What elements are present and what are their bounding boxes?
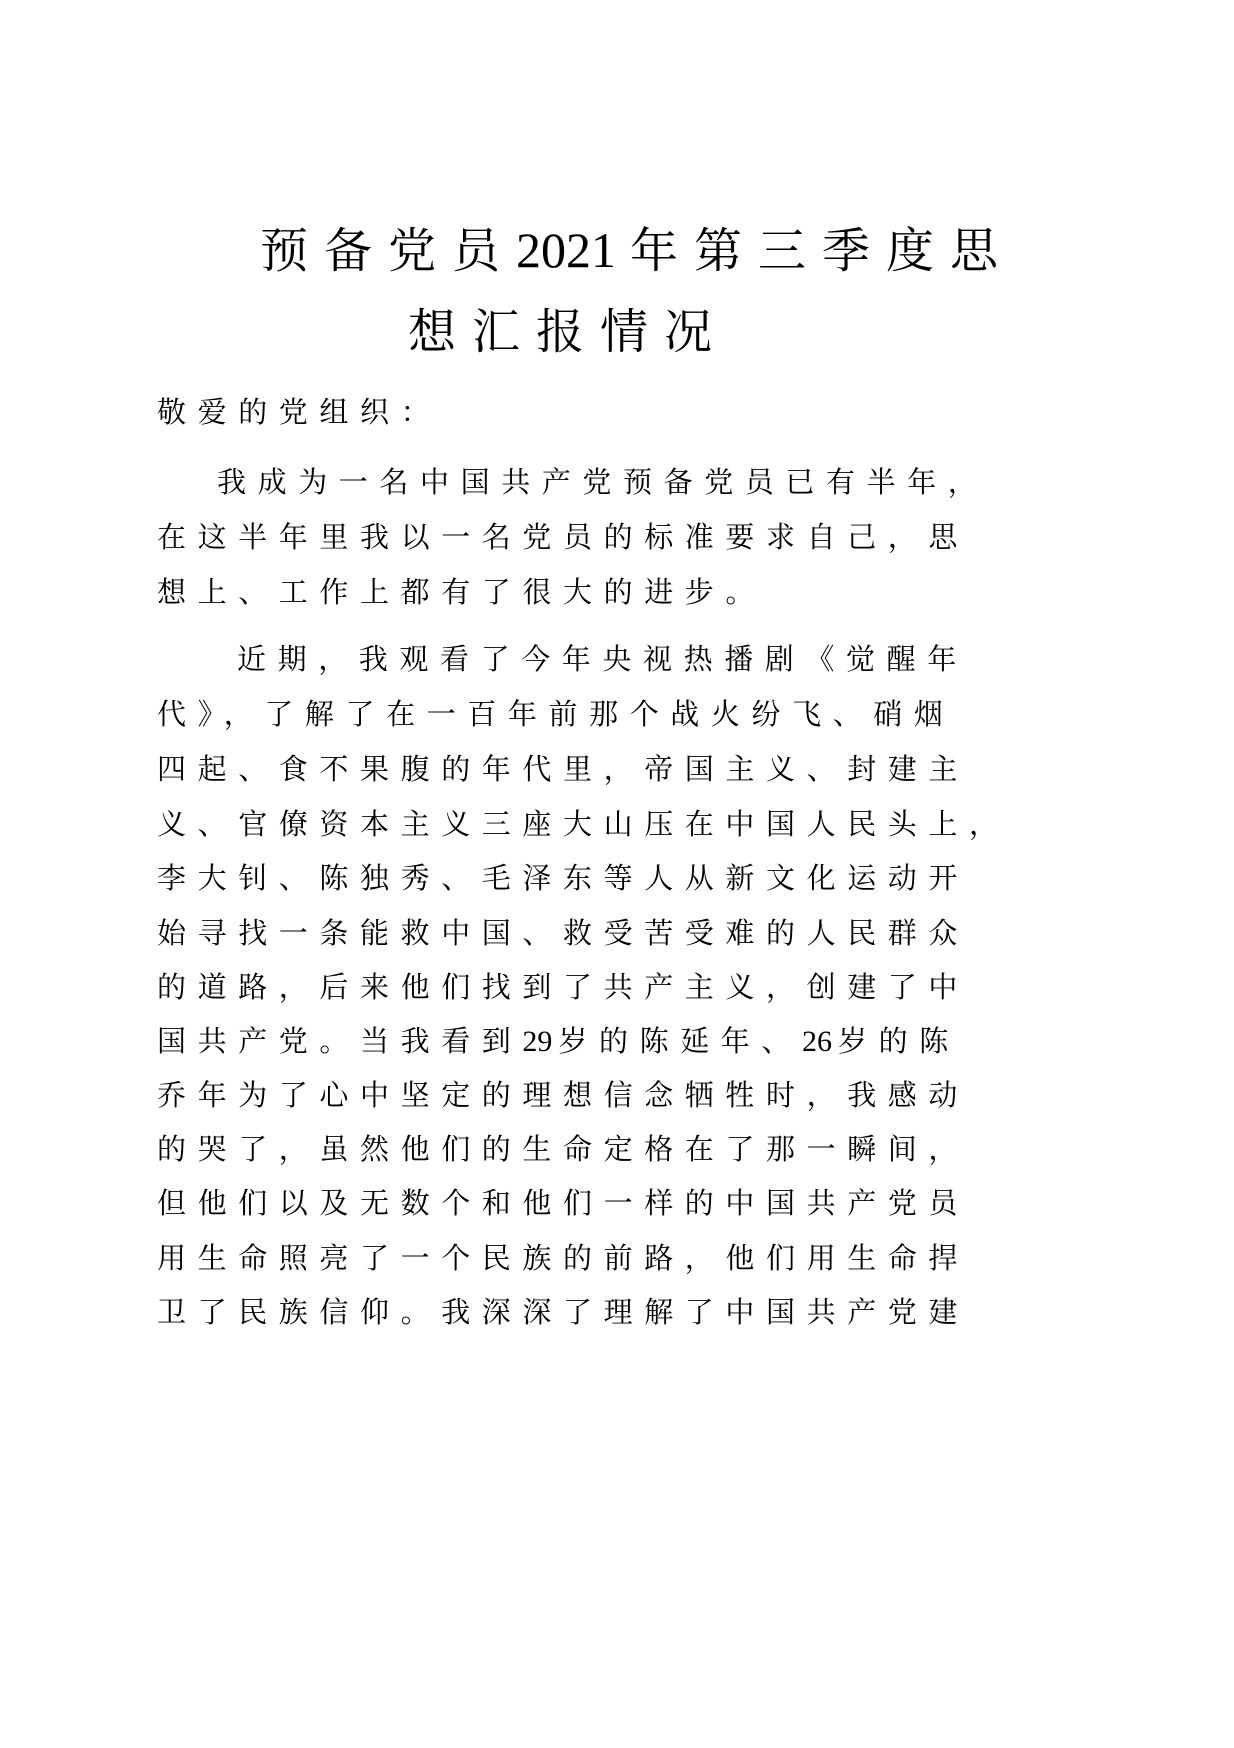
title-text: 预备党员	[260, 223, 517, 279]
line-text: 岁的陈	[838, 1024, 960, 1058]
paragraph-1-line: 我成为一名中国共产党预备党员已有半年，	[217, 465, 989, 499]
title-year: 2021	[516, 222, 617, 278]
paragraph-2-line	[157, 1021, 960, 1062]
line-text: 岁的陈延年、	[558, 1024, 803, 1058]
paragraph-2-line: 但他们以及无数个和他们一样的中国共产党员	[157, 1186, 970, 1220]
paragraph-1-line: 在这半年里我以一名党员的标准要求自己，思	[157, 520, 970, 554]
salutation: 敬爱的党组织：	[157, 395, 442, 429]
paragraph-2-line: 近期，我观看了今年央视热播剧《觉醒年	[237, 642, 968, 676]
paragraph-2-line: 代》，了解了在一百年前那个战火纷飞、硝烟	[157, 697, 955, 731]
age-number: 29	[522, 1025, 553, 1058]
document-title-line-2: 想汇报情况	[408, 304, 729, 360]
paragraph-2-line: 始寻找一条能救中国、救受苦受难的人民群众	[157, 916, 970, 950]
paragraph-2-line: 用生命照亮了一个民族的前路，他们用生命捍	[157, 1241, 970, 1275]
age-number: 26	[802, 1025, 833, 1058]
paragraph-2-line: 乔年为了心中坚定的理想信念牺牲时，我感动	[157, 1078, 970, 1112]
paragraph-2-line: 义、官僚资本主义三座大山压在中国人民头上，	[157, 807, 1010, 841]
paragraph-2-line: 四起、食不果腹的年代里，帝国主义、封建主	[157, 752, 970, 786]
paragraph-2-line: 的道路，后来他们找到了共产主义，创建了中	[157, 970, 970, 1004]
title-text: 年第三季度思	[630, 223, 1015, 279]
document-title-line-1	[260, 220, 1014, 281]
paragraph-2-line: 卫了民族信仰。我深深了理解了中国共产党建	[157, 1295, 970, 1329]
paragraph-2-line: 的哭了，虽然他们的生命定格在了那一瞬间，	[157, 1132, 970, 1166]
line-text: 国共产党。当我看到	[157, 1024, 523, 1058]
paragraph-2-line: 李大钊、陈独秀、毛泽东等人从新文化运动开	[157, 861, 970, 895]
paragraph-1-line: 想上、工作上都有了很大的进步。	[157, 575, 767, 609]
